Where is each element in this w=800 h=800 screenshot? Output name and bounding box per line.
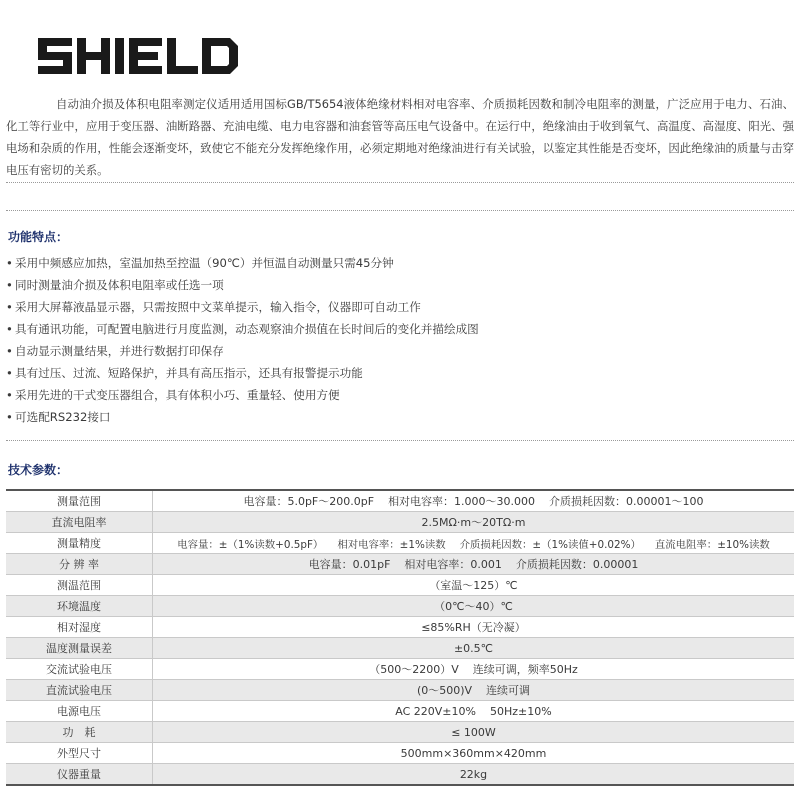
spec-label: 直流试验电压 — [6, 680, 153, 701]
spec-label: 直流电阻率 — [6, 512, 153, 533]
spec-value — [153, 680, 795, 701]
spec-value-part: (0～500)V — [416, 684, 473, 697]
spec-value-part: 50Hz±10% — [489, 704, 552, 718]
spec-label: 交流试验电压 — [6, 659, 153, 680]
spec-value-part: 相对电容率：±1%读数 — [337, 538, 446, 551]
table-row — [6, 617, 794, 638]
feature-text: 采用中频感应加热，室温加热至控温（90℃）并恒温自动测量只需45分钟 — [15, 256, 394, 270]
feature-item — [6, 384, 479, 406]
spec-label: 测量范围 — [6, 490, 153, 512]
feature-text: 采用先进的干式变压器组合，具有体积小巧、重量轻、使用方便 — [15, 388, 340, 402]
table-row — [6, 659, 794, 680]
spec-value-part: 相对电容率：0.001 — [404, 558, 502, 571]
spec-label: 外型尺寸 — [6, 743, 153, 764]
spec-label: 功 耗 — [6, 722, 153, 743]
spec-label: 测量精度 — [6, 533, 153, 554]
spec-label: 环境温度 — [6, 596, 153, 617]
spec-label: 测温范围 — [6, 575, 153, 596]
feature-text: 具有过压、过流、短路保护，并具有高压指示，还具有报警提示功能 — [15, 366, 363, 380]
spec-label: 电源电压 — [6, 701, 153, 722]
spec-table — [6, 489, 794, 786]
spec-value: （室温～125）℃ — [153, 575, 795, 596]
spec-label: 温度测量误差 — [6, 638, 153, 659]
feature-text: 同时测量油介损及体积电阻率或任选一项 — [15, 278, 224, 292]
bullet: • — [6, 366, 13, 380]
spec-value-part: 介质损耗因数：0.00001 — [515, 558, 639, 571]
feature-item — [6, 340, 479, 362]
table-row — [6, 743, 794, 764]
spec-value: （0℃～40）℃ — [153, 596, 795, 617]
feature-text: 采用大屏幕液晶显示器，只需按照中文菜单提示，输入指令，仪器即可自动工作 — [15, 300, 421, 314]
spec-value — [153, 701, 795, 722]
spec-value — [153, 490, 795, 512]
table-row — [6, 490, 794, 512]
bullet: • — [6, 322, 13, 336]
bullet: • — [6, 278, 13, 292]
table-row — [6, 638, 794, 659]
table-row — [6, 575, 794, 596]
table-row — [6, 701, 794, 722]
spec-value-part: 介质损耗因数：0.00001～100 — [549, 495, 704, 508]
feature-item — [6, 406, 479, 428]
spec-value-part: 电容量：0.01pF — [308, 558, 391, 571]
spec-value — [153, 554, 795, 575]
features-list — [6, 252, 479, 428]
spec-label: 分 辨 率 — [6, 554, 153, 575]
table-row — [6, 722, 794, 743]
spec-value — [153, 659, 795, 680]
spec-value-part: 电容量：±（1%读数+0.5pF） — [177, 538, 324, 551]
feature-item — [6, 362, 479, 384]
spec-value: 2.5MΩ·m～20TΩ·m — [153, 512, 795, 533]
bullet: • — [6, 300, 13, 314]
bullet: • — [6, 410, 13, 424]
spec-value-part: 相对电容率：1.000～30.000 — [388, 495, 536, 508]
table-row — [6, 596, 794, 617]
table-row — [6, 680, 794, 701]
feature-item — [6, 318, 479, 340]
bullet: • — [6, 388, 13, 402]
spec-value-part: 电容量：5.0pF～200.0pF — [243, 495, 375, 508]
feature-item — [6, 296, 479, 318]
table-row — [6, 512, 794, 533]
spec-value-part: 直流电阻率：±10%读数 — [654, 538, 770, 551]
spec-label: 仪器重量 — [6, 764, 153, 786]
table-row — [6, 554, 794, 575]
spec-value — [153, 533, 795, 554]
specs-title: 技术参数： — [8, 463, 69, 477]
bullet: • — [6, 344, 13, 358]
spec-value-part: 连续可调，频率50Hz — [472, 663, 578, 676]
intro-paragraph: 自动油介损及体积电阻率测定仪适用适用国标GB/T5654液体绝缘材料相对电容率、介质损耗因数和制冷电阻率的测量，广泛应用于电力、石油、化工等行业中，应用于变压器、油断路器、充油电缆、电力电容器和油套管等高压电气设备中。在运行中，绝缘油由于收到氧气、高温度、高湿度、阳光、强电场和杂质的作用，性能会逐渐变坏，致使它不能充分发挥绝缘作用，必须定期地对绝缘油进行有关试验，以鉴定其性能是否变坏，因此绝缘油的质量与击穿电压有密切的关系。 — [6, 97, 794, 177]
spec-value-part: AC 220V±10% — [395, 704, 476, 718]
spec-value: ±0.5℃ — [153, 638, 795, 659]
table-row — [6, 764, 794, 786]
spec-value-part: （500～2200）V — [369, 663, 459, 676]
feature-item — [6, 252, 479, 274]
spec-value-part: 介质损耗因数：±（1%读值+0.02%） — [459, 538, 641, 551]
feature-text: 可选配RS232接口 — [15, 410, 111, 424]
spec-value-part: 连续可调 — [486, 684, 531, 697]
table-row — [6, 533, 794, 554]
spec-value: ≤85%RH（无冷凝） — [153, 617, 795, 638]
divider — [6, 182, 794, 183]
bullet: • — [6, 256, 13, 270]
features-title: 功能特点： — [8, 230, 69, 244]
feature-text: 自动显示测量结果，并进行数据打印保存 — [15, 344, 224, 358]
divider — [6, 210, 794, 211]
spec-value: ≤ 100W — [153, 722, 795, 743]
feature-text: 具有通讯功能，可配置电脑进行月度监测，动态观察油介损值在长时间后的变化并描绘成图 — [15, 322, 479, 336]
spec-value: 22kg — [153, 764, 795, 786]
spec-label: 相对湿度 — [6, 617, 153, 638]
spec-value: 500mm×360mm×420mm — [153, 743, 795, 764]
divider — [6, 440, 794, 441]
shield-logo — [38, 38, 238, 74]
feature-item — [6, 274, 479, 296]
